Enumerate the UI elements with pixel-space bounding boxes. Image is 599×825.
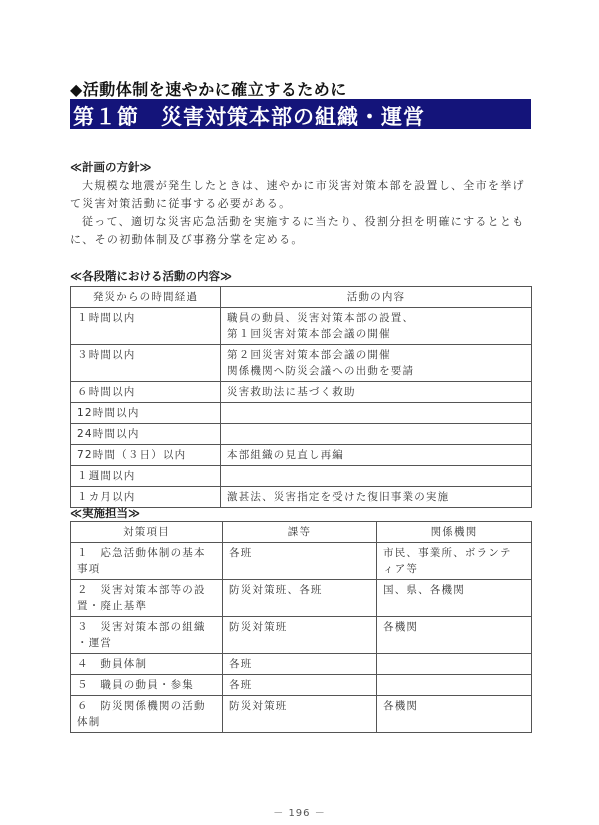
table-row [71, 345, 532, 382]
responsibility-table [70, 521, 532, 733]
activity-cell [221, 445, 532, 466]
header-cell-section: 課等 [223, 522, 377, 543]
agency-line: 各機関 [383, 700, 419, 712]
header-cell-activity: 活動の内容 [221, 287, 532, 308]
time-cell: １カ月以内 [71, 487, 221, 508]
agency-cell [377, 654, 532, 675]
header-cell-item: 対策項目 [71, 522, 223, 543]
section-title-bar [70, 99, 531, 129]
policy-paragraph-1: 大規模な地震が発生したときは、速やかに市災害対策本部を設置し、全市を挙げて災害対策活動に従事する必要がある。 [70, 179, 525, 210]
table-row [71, 424, 532, 445]
item-line: ２ 災害対策本部等の設 [77, 584, 206, 596]
stages-table [70, 286, 532, 508]
policy-paragraph-2: 従って、適切な災害応急活動を実施するに当たり、役割分担を明確にするとともに、その初動体制及び事務分掌を定める。 [70, 215, 525, 246]
item-line: 事項 [77, 563, 101, 575]
policy-heading: ≪計画の方針≫ [70, 160, 152, 174]
table-row [71, 543, 532, 580]
activity-line: 第１回災害対策本部会議の開催 [227, 328, 391, 340]
activity-line: 激甚法、災害指定を受けた復旧事業の実施 [227, 491, 450, 503]
item-line: 体制 [77, 716, 101, 728]
time-cell: １週間以内 [71, 466, 221, 487]
agency-line: 市民、事業所、ボランテ [383, 547, 512, 559]
header-cell-time: 発災からの時間経過 [71, 287, 221, 308]
table-row [71, 617, 532, 654]
page-number: － 196 － [273, 808, 326, 819]
agency-cell [377, 543, 532, 580]
item-line: ６ 防災関係機関の活動 [77, 700, 206, 712]
item-cell [71, 675, 223, 696]
section-cell: 防災対策班 [223, 696, 377, 733]
table-row [71, 675, 532, 696]
table-row [71, 654, 532, 675]
agency-line [383, 677, 525, 693]
table-row [71, 308, 532, 345]
activity-cell [221, 382, 532, 403]
time-cell: 24時間以内 [71, 424, 221, 445]
table-row [71, 403, 532, 424]
section-cell: 防災対策班、各班 [223, 580, 377, 617]
time-cell: ６時間以内 [71, 382, 221, 403]
table-row [71, 466, 532, 487]
activity-line: 関係機関へ防災会議への出動を要請 [227, 365, 415, 377]
item-line: 置・廃止基準 [77, 600, 148, 612]
item-line: ５ 職員の動員・参集 [77, 679, 194, 691]
item-line: ４ 動員体制 [77, 658, 148, 670]
time-cell: ３時間以内 [71, 345, 221, 382]
activity-cell [221, 345, 532, 382]
item-line: ３ 災害対策本部の組織 [77, 621, 206, 633]
agency-line: 各機関 [383, 621, 419, 633]
table-row [71, 696, 532, 733]
activity-line: 本部組織の見直し再編 [227, 449, 344, 461]
stages-heading: ≪各段階における活動の内容≫ [70, 269, 233, 283]
agency-line: 国、県、各機関 [383, 584, 465, 596]
section-cell: 防災対策班 [223, 617, 377, 654]
responsibility-heading: ≪実施担当≫ [70, 506, 141, 520]
agency-cell [377, 580, 532, 617]
time-cell: １時間以内 [71, 308, 221, 345]
time-cell: 72時間（３日）以内 [71, 445, 221, 466]
activity-line [227, 426, 525, 442]
activity-line [227, 405, 525, 421]
agency-cell [377, 617, 532, 654]
item-line: ・運営 [77, 637, 113, 649]
item-cell [71, 654, 223, 675]
section-cell: 各班 [223, 675, 377, 696]
activity-line: 職員の動員、災害対策本部の設置、 [227, 312, 415, 324]
activity-cell [221, 487, 532, 508]
agency-cell [377, 696, 532, 733]
activity-cell [221, 308, 532, 345]
activity-cell [221, 403, 532, 424]
activity-line [227, 468, 525, 484]
table-row [71, 580, 532, 617]
section-cell: 各班 [223, 543, 377, 580]
agency-line: ィア等 [383, 563, 419, 575]
agency-cell [377, 675, 532, 696]
header-cell-agency: 関係機関 [377, 522, 532, 543]
activity-line: 第２回災害対策本部会議の開催 [227, 349, 391, 361]
item-cell [71, 580, 223, 617]
table-header-row [71, 287, 532, 308]
section-cell: 各班 [223, 654, 377, 675]
table-header-row [71, 522, 532, 543]
item-cell [71, 617, 223, 654]
item-line: １ 応急活動体制の基本 [77, 547, 206, 559]
item-cell [71, 543, 223, 580]
page-subtitle: ◆活動体制を速やかに確立するために [70, 80, 347, 99]
section-title: 第１節 災害対策本部の組織・運営 [73, 105, 425, 129]
activity-cell [221, 424, 532, 445]
agency-line [383, 656, 525, 672]
time-cell: 12時間以内 [71, 403, 221, 424]
table-row [71, 382, 532, 403]
table-row [71, 445, 532, 466]
activity-cell [221, 466, 532, 487]
item-cell [71, 696, 223, 733]
activity-line: 災害救助法に基づく救助 [227, 386, 356, 398]
